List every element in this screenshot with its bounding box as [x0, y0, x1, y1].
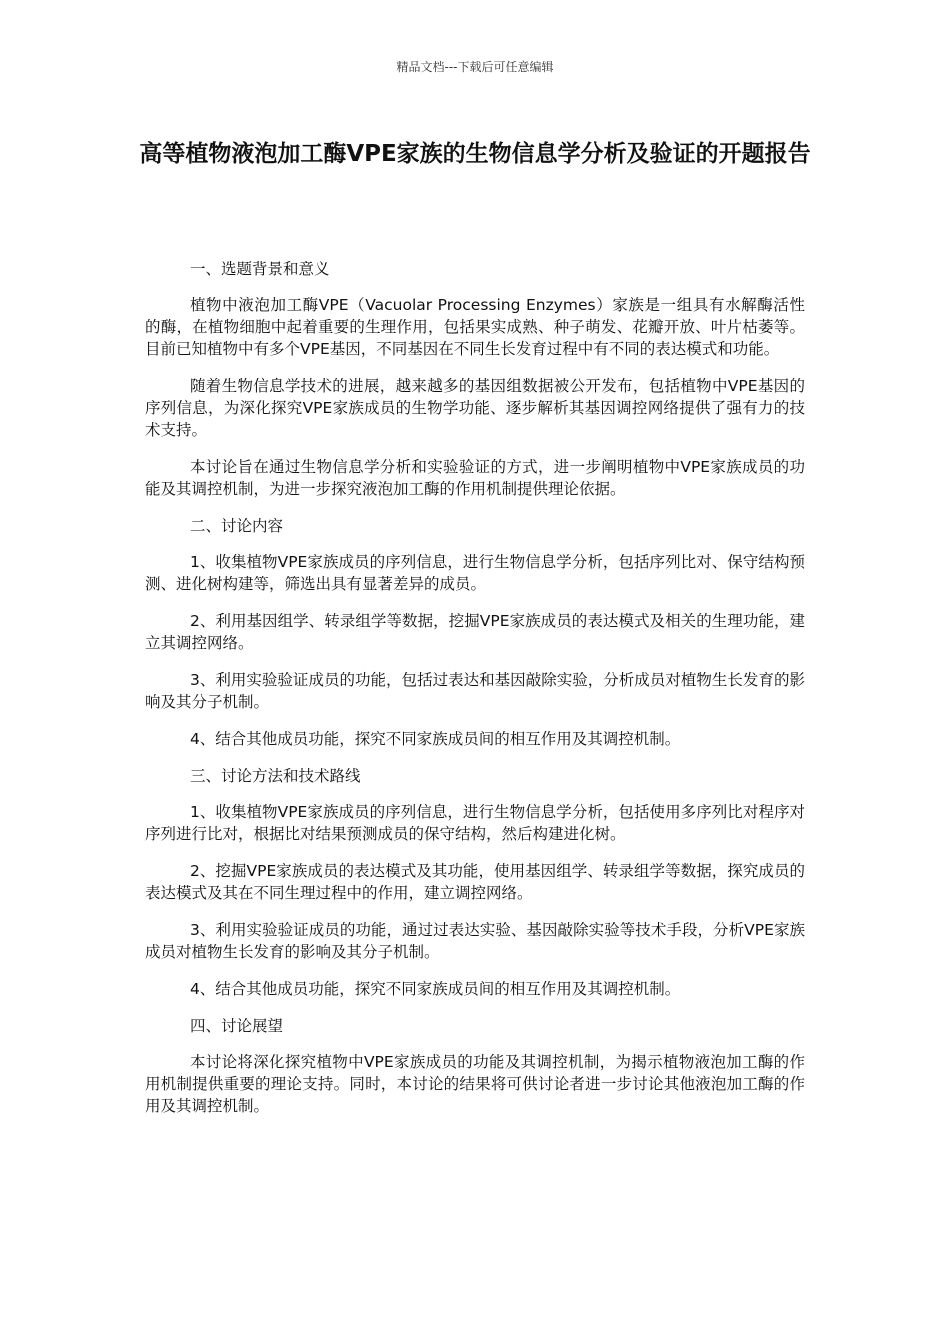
- paragraph: 本讨论旨在通过生物信息学分析和实验验证的方式，进一步阐明植物中VPE家族成员的功能及其调控机制，为进一步探究液泡加工酶的作用机制提供理论依据。: [145, 458, 805, 498]
- list-item: 4、结合其他成员功能，探究不同家族成员间的相互作用及其调控机制。: [189, 730, 681, 748]
- section-heading-outlook: 四、讨论展望: [189, 1017, 283, 1035]
- paragraph: 本讨论将深化探究植物中VPE家族成员的功能及其调控机制，为揭示植物液泡加工酶的作用机制提供重要的理论支持。同时，本讨论的结果将可供讨论者进一步讨论其他液泡加工酶的作用及其调控机制。: [145, 1053, 805, 1115]
- section-heading-content: 二、讨论内容: [189, 517, 283, 535]
- document-body: [145, 258, 805, 1132]
- list-item: 3、利用实验验证成员的功能，包括过表达和基因敲除实验，分析成员对植物生长发育的影响及其分子机制。: [145, 671, 805, 711]
- page-header-note: 精品文档---下载后可任意编辑: [396, 60, 554, 74]
- section-heading-methods: 三、讨论方法和技术路线: [189, 767, 361, 785]
- section-heading-background: 一、选题背景和意义: [189, 260, 330, 278]
- list-item: 2、利用基因组学、转录组学等数据，挖掘VPE家族成员的表达模式及相关的生理功能，建立其调控网络。: [145, 612, 805, 652]
- document-title: 高等植物液泡加工酶VPE家族的生物信息学分析及验证的开题报告: [139, 141, 811, 167]
- list-item: 3、利用实验验证成员的功能，通过过表达实验、基因敲除实验等技术手段，分析VPE家族成员对植物生长发育的影响及其分子机制。: [145, 921, 805, 961]
- list-item: 1、收集植物VPE家族成员的序列信息，进行生物信息学分析，包括序列比对、保守结构预测、进化树构建等，筛选出具有显著差异的成员。: [145, 553, 805, 593]
- list-item: 1、收集植物VPE家族成员的序列信息，进行生物信息学分析，包括使用多序列比对程序对序列进行比对，根据比对结果预测成员的保守结构，然后构建进化树。: [145, 803, 805, 843]
- list-item: 4、结合其他成员功能，探究不同家族成员间的相互作用及其调控机制。: [189, 980, 681, 998]
- paragraph: 随着生物信息学技术的进展，越来越多的基因组数据被公开发布，包括植物中VPE基因的序列信息，为深化探究VPE家族成员的生物学功能、逐步解析其基因调控网络提供了强有力的技术支持。: [145, 377, 805, 439]
- list-item: 2、挖掘VPE家族成员的表达模式及其功能，使用基因组学、转录组学等数据，探究成员的表达模式及其在不同生理过程中的作用，建立调控网络。: [145, 862, 805, 902]
- paragraph: 植物中液泡加工酶VPE（Vacuolar Processing Enzymes）家族是一组具有水解酶活性的酶，在植物细胞中起着重要的生理作用，包括果实成熟、种子萌发、花瓣开放、叶片枯萎等。目前已知植物中有多个VPE基因，不同基因在不同生长发育过程中有不同的表达模式和功能。: [145, 296, 805, 358]
